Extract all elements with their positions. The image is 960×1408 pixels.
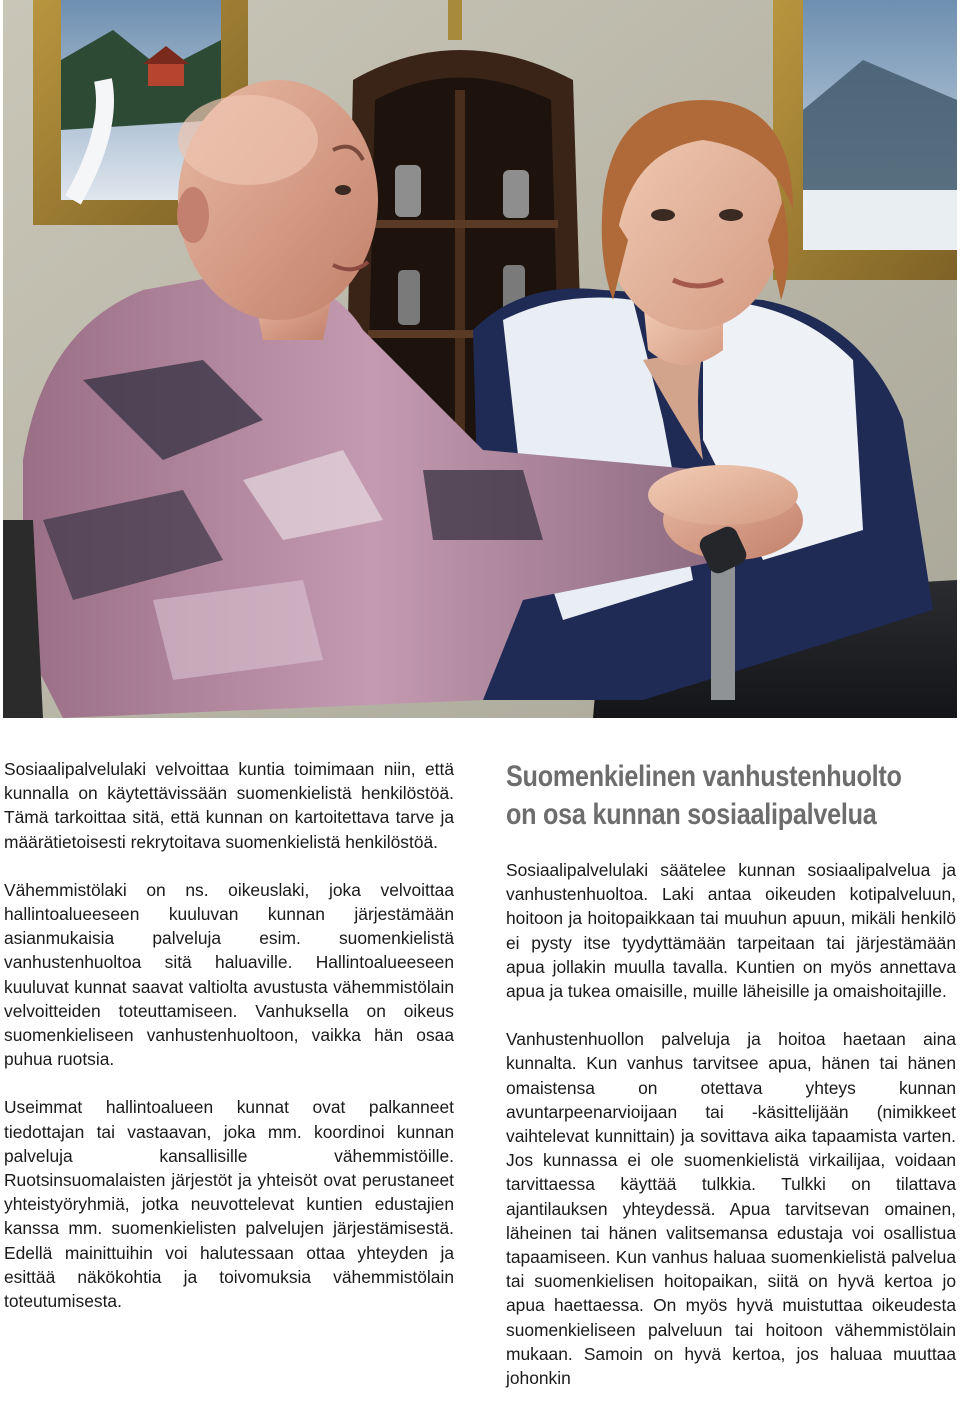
left-paragraph-1: Sosiaalipalvelulaki velvoittaa kuntia toimimaan niin, että kunnalla on käytettävissään suomenkielistä henkilöstöä. Tämä tarkoittaa sitä, että kunnan on kartoitettava tarve ja määrätietoisesti rekrytoitava suomenkielistä henkilöstöä. — [4, 759, 454, 852]
section-heading-line-2: on osa kunnan sosiaalipalvelua — [506, 798, 877, 831]
left-paragraph-2: Vähemmistölaki on ns. oikeuslaki, joka velvoittaa hallintoalueeseen kuuluvan kunnan järjestämään asianmukaisia palveluja esim. suomenkielistä vanhustenhuoltoa sitä haluaville. Hallintoalueeseen kuuluvat kunnat saavat valtiolta avustusta vähemmistölain velvoitteiden toteuttamiseen. Vanhuksella on oikeus suomenkieliseen vanhustenhuoltoon, vaikka hän osaa puhua ruotsia. — [4, 879, 454, 1070]
right-column — [506, 758, 956, 1390]
left-column — [4, 757, 454, 1313]
right-paragraph-2: Vanhustenhuollon palveluja ja hoitoa haetaan aina kunnalta. Kun vanhus tarvitsee apua, hänen tai hänen omaistensa on otettava yhteys kunnan avuntarpeenarvioijaan tai -käsittelijään (nimikkeet vaihtelevat kunnittain) ja sovittava aika tapaamista varten. Jos kunnassa ei ole suomenkielistä virkailijaa, voidaan tarvittaessa käyttää tulkkia. Tulkki on tilattava ajantilauksen yhteydessä. Apua tarvitsevan omainen, läheinen tai hänen valitsemansa edustaja voi osallistua tapaamiseen. Kun vanhus haluaa suomenkielistä palvelua tai suomenkielisen hoitopaikan, siitä on hyvä kertoa jo apua haettaessa. On myös hyvä muistuttaa oikeudesta suomenkieliseen palveluun tai hoitoon vähemmistölain mukaan. Samoin on hyvä kertoa, jos haluaa muuttaa johonkin — [506, 1029, 956, 1389]
right-paragraph-1: Sosiaalipalvelulaki säätelee kunnan sosiaalipalvelua ja vanhustenhuoltoa. Laki antaa oikeuden kotipalveluun, hoitoon ja hoitopaikkaan tai muuhun apuun, mikäli henkilö ei pysty itse tyydyttämään tarpeitaan tai järjestämään apua jollakin muulla tavalla. Kuntien on myös annettava apua ja tukea omaisille, muille läheisille ja omaishoitajille. — [506, 860, 956, 1002]
left-paragraph-3: Useimmat hallintoalueen kunnat ovat palkanneet tiedottajan tai vastaavan, joka mm. koordinoi kunnan palveluja kansallisille vähemmistöille. Ruotsinsuomalaisten järjestöt ja yhteisöt ovat perustaneet yhteistyöryhmiä, jotka neuvottelevat kuntien edustajien kanssa mm. suomenkielisten palvelujen järjestämisestä. Edellä mainittuihin voi halutessaan ottaa yhteyden ja esittää näkökohtia ja toivomuksia vähemmistölain toteutumisesta. — [4, 1097, 454, 1312]
section-heading — [506, 758, 960, 834]
photo-elderly-man-and-caregiver — [3, 0, 957, 718]
section-heading-line-1: Suomenkielinen vanhustenhuolto — [506, 760, 902, 793]
